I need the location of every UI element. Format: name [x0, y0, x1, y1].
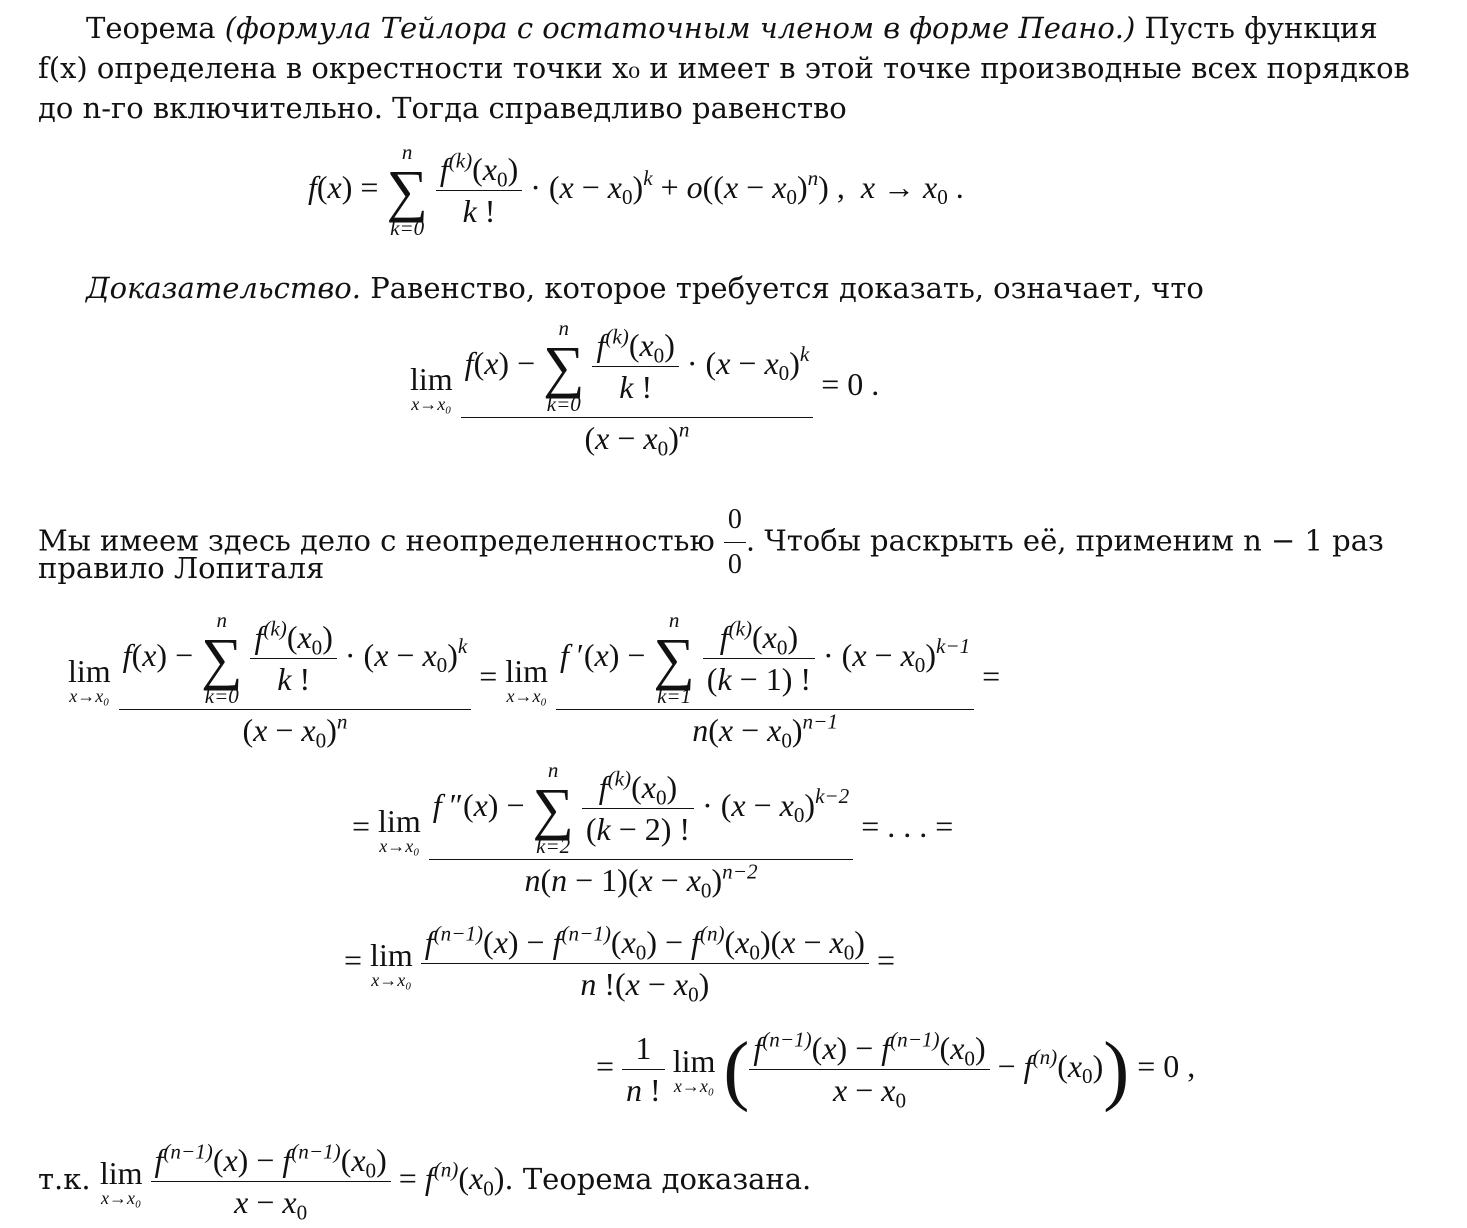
- fraction: $\frac{f^{(n-1)}(x) - f^{(n-1)}(x_0) - f^{(n)}(x_0)(x - x_0)}{n !(x - x_0)}$: [421, 924, 869, 1003]
- limit-equation: lim x→x₀ f(x) − n ∑ k=0 $\frac{f^{(k)}(x_0)}{k !}$ · $(x - x_0)^k$ $(x - x_0)^n$ = 0 .: [410, 316, 880, 461]
- fraction: $\frac{f^{(n-1)}(x) - f^{(n-1)}(x_0)}{x - x_0}$: [749, 1030, 989, 1109]
- fraction: f(x) − n ∑ k=0 $\frac{f^{(k)}(x_0)}{k !}$ · $(x - x_0)^k$ $(x - x_0)^n$: [461, 318, 814, 457]
- fraction: f ″(x) − n ∑ k=2 $\frac{f^{(k)}(x_0)}{(k - 2) !}$ · $(x - x_0)^{k-2}$ $n(n - 1)(x - x_0)^{n-2}$: [429, 760, 854, 899]
- chain-line-2: = lim x→x₀ f ″(x) − n ∑ k=2 $\frac{f^{(k)}(x_0)}{(k - 2) !}$ · $(x - x_0)^{k-2}$ $n(n - 1)(x - x_0)^{n-2}$ = . . . =: [352, 758, 954, 903]
- proof-text: Равенство, которое требуется доказать, означает, что: [370, 271, 1204, 305]
- conclusion-suffix: . Теорема доказана.: [504, 1161, 812, 1196]
- fraction: f(x) − n ∑ k=0 $\frac{f^{(k)}(x_0)}{k !}$ · $(x - x_0)^k$ $(x - x_0)^n$: [119, 610, 472, 749]
- zero-over-zero: $\frac{0}{0}$: [724, 500, 746, 585]
- chain-line-3: = lim x→x₀ $\frac{f^{(n-1)}(x) - f^{(n-1)}(x_0) - f^{(n)}(x_0)(x - x_0)}{n !(x - x_0)}$ =: [344, 921, 895, 1007]
- sum-operator: n ∑ k=0: [386, 140, 428, 241]
- theorem-line-2: f(x) определена в окрестности точки x₀ и имеет в этой точке производные всех порядков: [38, 51, 1410, 85]
- theorem-title: (формула Тейлора с остаточным членом в форме Пеано.): [224, 11, 1136, 45]
- indeterminacy-before: Мы имеем здесь дело с неопределенностью: [38, 523, 715, 558]
- lhopital-line: правило Лопиталя: [38, 551, 325, 585]
- theorem-line-3: до n-го включительно. Тогда справедливо равенство: [38, 91, 847, 125]
- chain-line-4: = $\frac{1}{n !}$ lim x→x₀ ( $\frac{f^{(n-1)}(x) - f^{(n-1)}(x_0)}{x - x_0}$ − $f^{(n)}(x_0)) = 0$ ,: [596, 1025, 1196, 1113]
- taylor-formula: f(x) = n ∑ k=0 $\frac{f^{(k)}(x_0)}{k !}$ · $(x - x_0)^k + o((x - x_0)^n)$ , $x \to x_0$ .: [308, 140, 964, 241]
- indeterminacy-after: . Чтобы раскрыть её, применим n − 1 раз: [745, 523, 1384, 558]
- theorem-label: Теорема: [86, 11, 216, 45]
- theorem-line-1: [38, 8, 1378, 48]
- fraction: $\frac{f^{(k)}(x_0)}{k !}$: [436, 151, 522, 230]
- theorem-line1-end: Пусть функция: [1144, 11, 1378, 45]
- chain-line-1: lim x→x₀ f(x) − n ∑ k=0 $\frac{f^{(k)}(x_0)}{k !}$ · $(x - x_0)^k$ $(x - x_0)^n$ = lim x→x₀ f ′(x) − n ∑ k=1 $\frac{f^{(k)}(x_0)}{(k - 1) !}$ · $(x - x_0)^{k-1}$ $n(x - x_0)^{n-1}$ =: [68, 608, 1001, 753]
- fraction: $\frac{1}{n !}$: [622, 1030, 665, 1109]
- conclusion-line: т.к. lim x→x₀ $\frac{f^{(n-1)}(x) - f^{(n-1)}(x_0)}{x - x_0}$ = $f^{(n)}(x_0)$. Теорема доказана.: [38, 1139, 812, 1225]
- conclusion-prefix: т.к.: [38, 1161, 91, 1196]
- limit-operator: lim x→x₀: [410, 360, 453, 414]
- proof-line: [38, 268, 1204, 308]
- proof-label: Доказательство.: [86, 271, 361, 305]
- fraction: f ′(x) − n ∑ k=1 $\frac{f^{(k)}(x_0)}{(k - 1) !}$ · $(x - x_0)^{k-1}$ $n(x - x_0)^{n-1}$: [556, 610, 974, 749]
- fraction: $\frac{f^{(n-1)}(x) - f^{(n-1)}(x_0)}{x - x_0}$: [151, 1142, 391, 1221]
